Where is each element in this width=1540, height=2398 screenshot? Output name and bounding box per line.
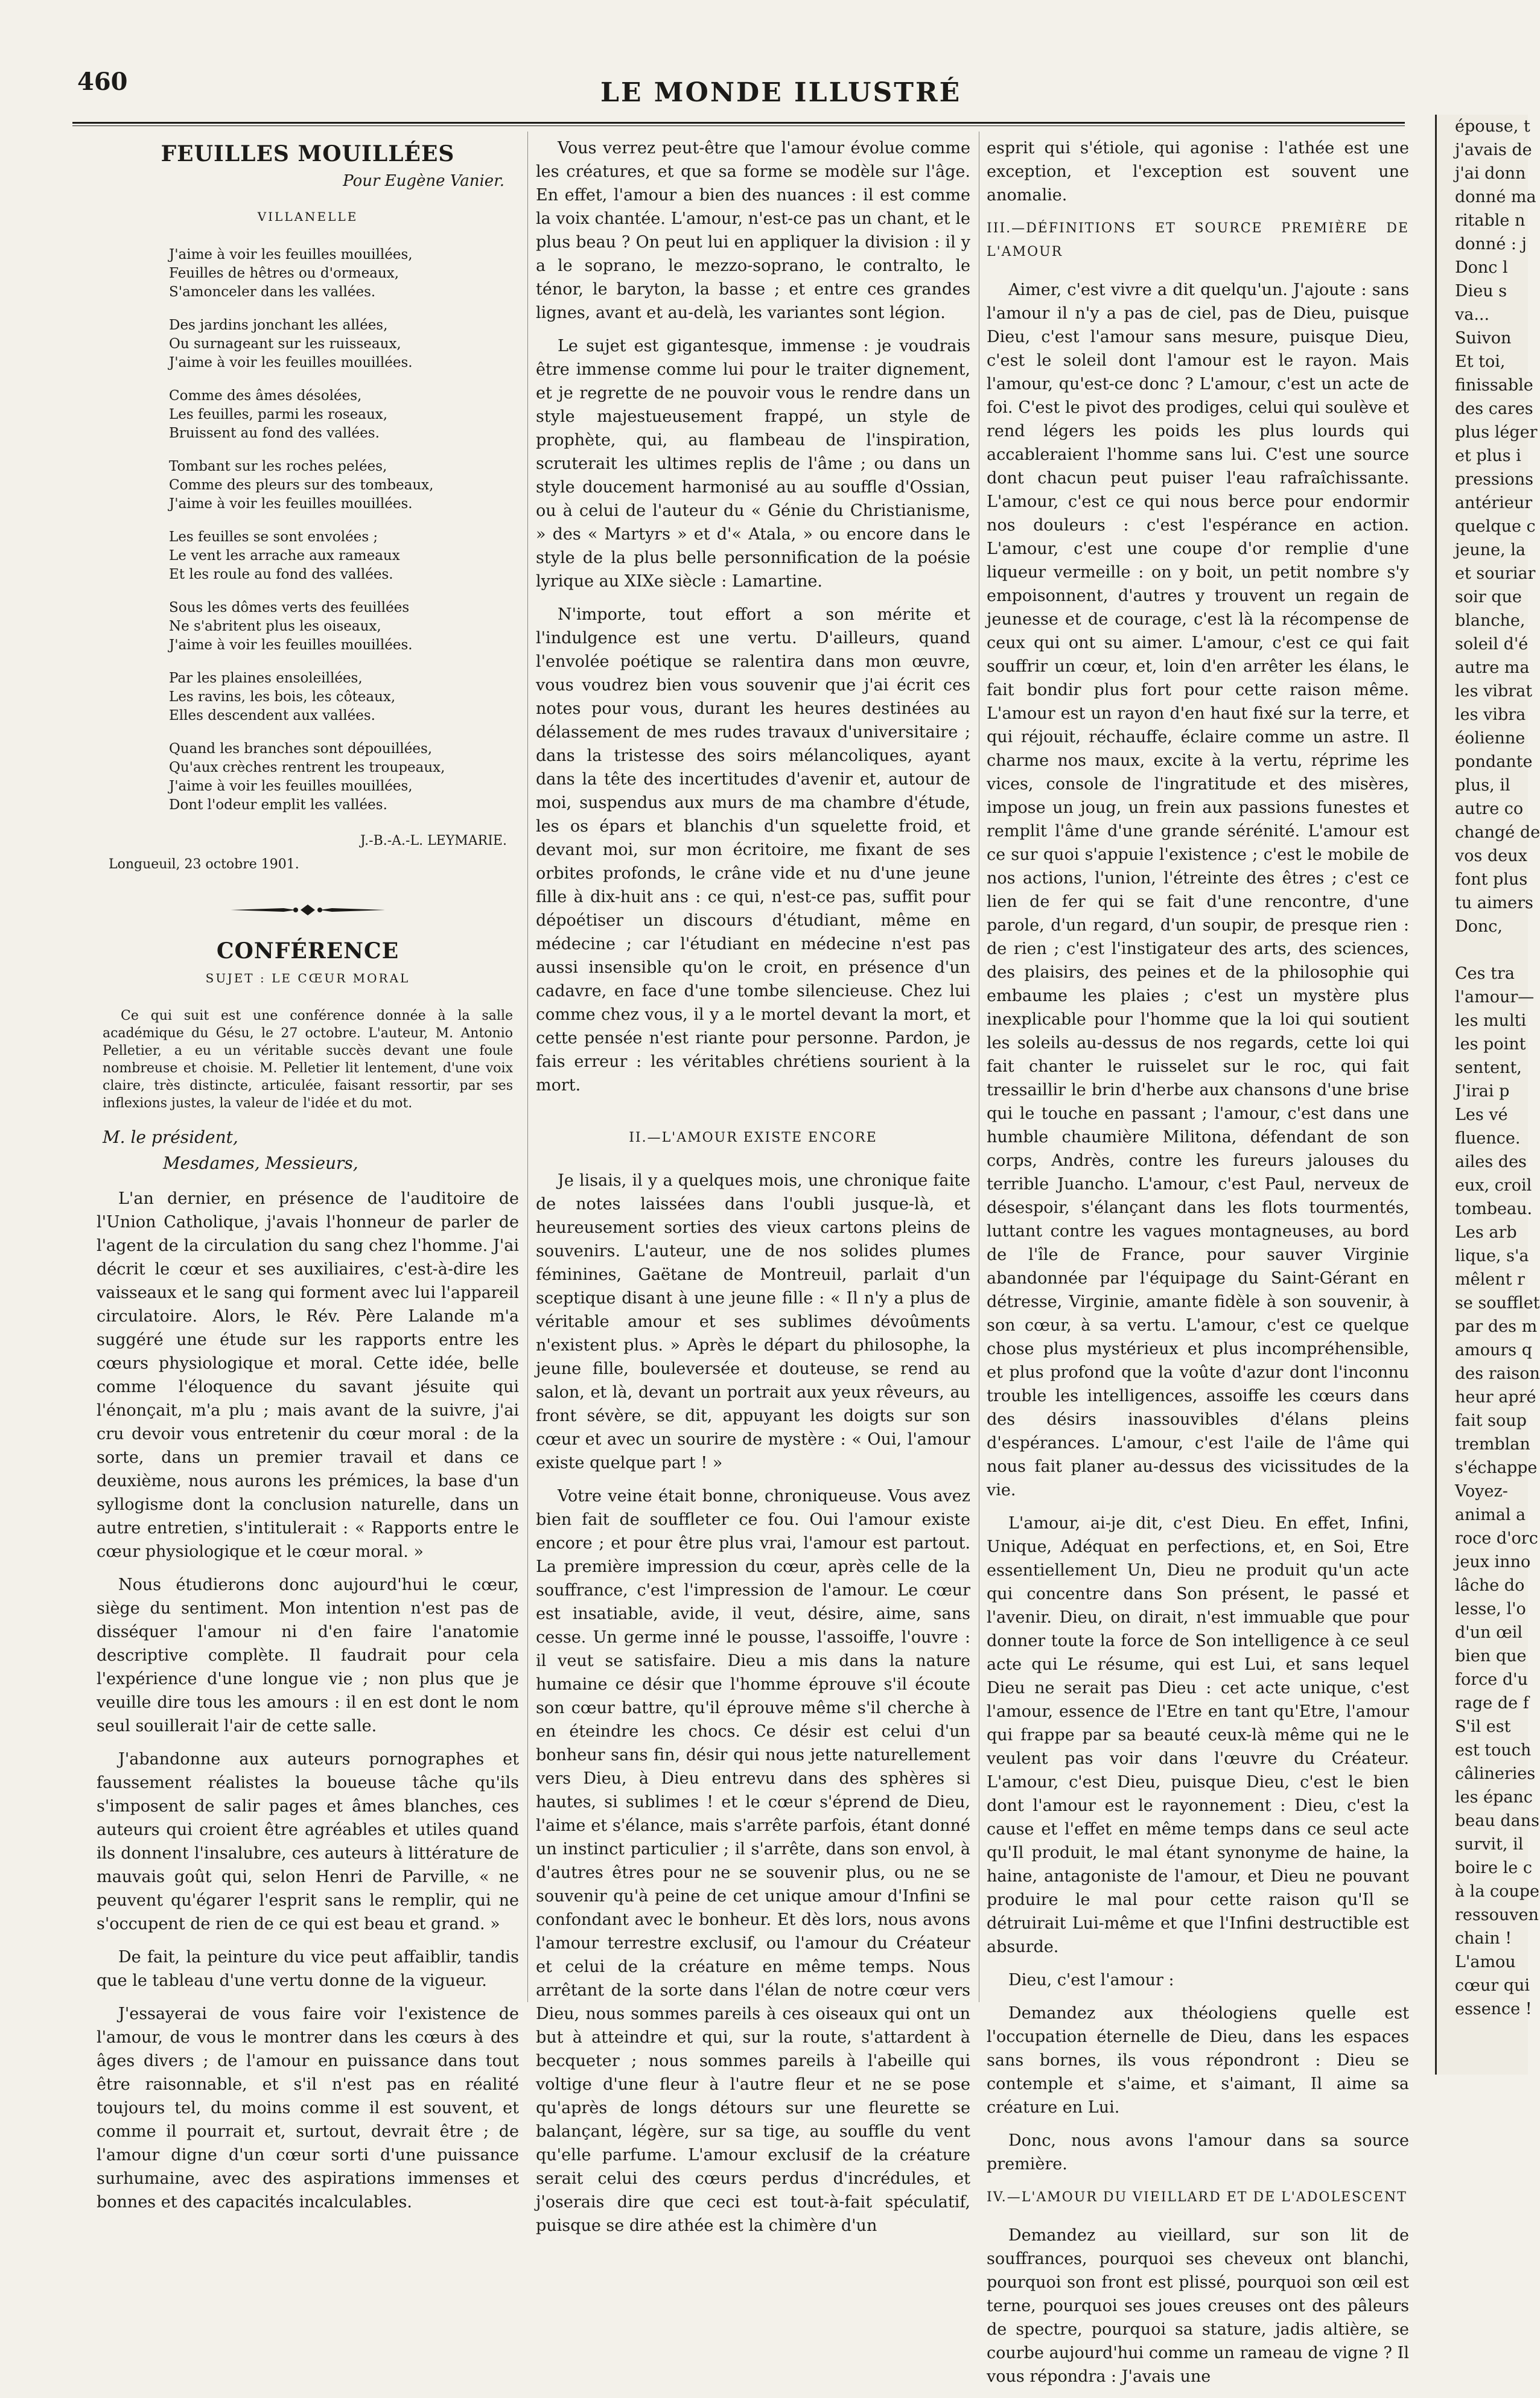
poem-line: Les feuilles se sont envolées ; xyxy=(169,529,378,545)
fragment-line: Voyez- xyxy=(1455,1482,1508,1501)
conference-intro: Ce qui suit est une conférence donnée à la salle académique du Gésu, le 27 octobre. L'auteur, M. Antonio Pelletier, a eu un véritable succès devant une foule nombreuse et choisie. M. Pelletier lit lentement, d'une voix claire, très distincte, articulée, faisant ressortir, par ses inflexions justes, la valeur de l'idée et du mot. xyxy=(103,1008,513,1111)
fragment-line: les épanc xyxy=(1455,1788,1533,1807)
fragment-line: les vibrat xyxy=(1455,682,1533,701)
poem-line: Par les plaines ensoleillées, xyxy=(169,670,363,686)
poem-line: Comme des pleurs sur des tombeaux, xyxy=(169,477,434,493)
fragment-line: beau dans xyxy=(1455,1811,1539,1830)
fragment-line: tu aimers xyxy=(1455,894,1533,912)
poem-line: Bruissent au fond des vallées. xyxy=(169,425,380,441)
poem-line: Et les roule au fond des vallées. xyxy=(169,567,393,582)
poem-line: J'aime à voir les feuilles mouillées, xyxy=(169,247,413,262)
fragment-line: Suivon xyxy=(1455,329,1512,348)
poem-stanza xyxy=(169,740,519,815)
fragment-line: force d'u xyxy=(1455,1670,1528,1689)
fragment-line: amours q xyxy=(1455,1341,1532,1360)
poem-line: Ou surnageant sur les ruisseaux, xyxy=(169,336,401,352)
paragraph: Le sujet est gigantesque, immense : je voudrais être immense comme lui pour le traiter dignement, et je regrette de ne pouvoir vous le rendre dans un style majestueusement frappé, un style de prophète, qui, au flambeau de l'inspiration, scruterait les ultimes replis de l'âme ; ou dans un style doucement harmonisé au au souffle d'Ossian, ou à celui de l'auteur du « Génie du Christianisme, » des « Martyrs » et d'« Atala, » ou encore dans le style de la plus belle personnification de la poésie lyrique au XIXe siècle : Lamartine. xyxy=(536,337,970,591)
header-rule xyxy=(72,122,1405,124)
fragment-line: jeux inno xyxy=(1455,1553,1531,1571)
poem-form: VILLANELLE xyxy=(257,209,358,224)
fragment-line: quelque c xyxy=(1455,517,1536,536)
fragment-line: plus léger xyxy=(1455,423,1538,442)
column-3-text-a xyxy=(987,278,1409,2176)
poem-dedication: Pour Eugène Vanier. xyxy=(343,172,504,190)
conference-title: CONFÉRENCE xyxy=(216,938,399,964)
facing-page-fragment xyxy=(1435,115,1540,2075)
fragment-line: fluence. xyxy=(1455,1129,1521,1148)
poem-line: Qu'aux crèches rentrent les troupeaux, xyxy=(169,760,445,775)
fragment-line: des raison xyxy=(1455,1364,1540,1383)
column-3-continuation: esprit qui s'étiole, qui agonise : l'athée est une exception, et l'exception est souvent une anomalie. xyxy=(987,139,1409,205)
fragment-line: va... xyxy=(1455,305,1490,324)
masthead: LE MONDE ILLUSTRÉ xyxy=(600,77,962,108)
section-2-heading: II.—L'AMOUR EXISTE ENCORE xyxy=(629,1130,877,1145)
poem-line: Les ravins, les bois, les côteaux, xyxy=(169,689,396,705)
column-2 xyxy=(536,136,970,2247)
fragment-line: Dieu s xyxy=(1455,282,1507,301)
fragment-line: éolienne xyxy=(1455,729,1526,748)
poem-title: FEUILLES MOUILLÉES xyxy=(161,141,455,167)
section-3-heading: III.—DÉFINITIONS ET SOURCE PREMIÈRE DE L'AMOUR xyxy=(987,221,1409,259)
poem-stanza xyxy=(169,599,519,655)
fragment-line: antérieur xyxy=(1455,494,1533,512)
column-3-text-b xyxy=(987,2224,1409,2388)
paragraph: L'amour, ai-je dit, c'est Dieu. En effet, Infini, Unique, Adéquat en perfections, et, en Soi, Etre essentiellement Un, Dieu ne produit qu'un acte qui concentre dans Son présent, le passé et l'avenir. Dieu, on dirait, n'est immuable que pour donner toute la force de Son intelligence à ce seul acte qui Le résume, qui est Lui, et sans lequel Dieu ne serait pas Dieu : cet acte unique, c'est l'amour, essence de l'Etre en tant qu'Etre, l'amour qui frappe par sa beauté ceux-là même qui ne le veulent pas voir dans l'œuvre du Créateur. L'amour, c'est Dieu, puisque Dieu, c'est le bien dont l'amour est le rayonnement : Dieu, c'est la cause et l'effet en même temps dans ce seul acte qu'Il produit, le mal étant synonyme de haine, la haine, antagoniste de l'amour, et Dieu ne pouvant produire le mal pour cette raison qu'Il se détruirait Lui-même et que l'Infini destructible est absurde. xyxy=(987,1514,1409,1956)
fragment-line: lique, s'a xyxy=(1455,1247,1529,1265)
fragment-line: donné : j xyxy=(1455,235,1527,253)
poem-place-date: Longueuil, 23 octobre 1901. xyxy=(109,857,299,872)
poem-stanza xyxy=(169,528,519,584)
fragment-line: pressions xyxy=(1455,470,1534,489)
poem-line: Quand les branches sont dépouillées, xyxy=(169,741,433,757)
poem-line: Sous les dômes verts des feuillées xyxy=(169,600,410,615)
fragment-line: animal a xyxy=(1455,1506,1526,1524)
fragment-line: bien que xyxy=(1455,1647,1527,1665)
fragment-line: à la coupe xyxy=(1455,1882,1540,1901)
fragment-line: soleil d'é xyxy=(1455,635,1529,654)
fragment-line: les multi xyxy=(1455,1011,1527,1030)
paragraph: Nous étudierons donc aujourd'hui le cœur, siège du sentiment. Mon intention n'est pas de disséquer l'amour ni d'en faire l'anatomie descriptive complète. Il faudrait pour cela l'expérience d'une longue vie ; non plus que je veuille dire tous les amours : il en est dont le nom seul souillerait l'air de cette salle. xyxy=(97,1576,519,1735)
fragment-line: j'ai donn xyxy=(1455,164,1526,183)
ornament-divider xyxy=(97,900,519,924)
poem-signature: J.-B.-A.-L. LEYMARIE. xyxy=(360,833,507,848)
salutation-audience: Mesdames, Messieurs, xyxy=(163,1153,358,1173)
poem-line: Ne s'abritent plus les oiseaux, xyxy=(169,619,381,634)
poem-stanza xyxy=(169,457,519,514)
fragment-line: ressouven xyxy=(1455,1906,1539,1924)
poem-body xyxy=(97,246,519,815)
paragraph: J'abandonne aux auteurs pornographes et faussement réalistes la boueuse tâche qu'ils s'imposent de salir pages et âmes blanches, ces auteurs qui croient être agréables et utiles quand ils donnent l'insalubre, ces auteurs à littérature de mauvais goût qui, selon Henri de Parville, « ne peuvent qu'égarer l'esprit sans le remplir, qui ne s'occupent de rien de ce qui est beau et grand. » xyxy=(97,1750,519,1933)
fragment-line: cœur qui xyxy=(1455,1976,1530,1995)
column-2-text-a xyxy=(536,136,970,1097)
fragment-line: S'il est xyxy=(1455,1717,1511,1736)
fragment-line: Donc l xyxy=(1455,258,1508,277)
column-1-text xyxy=(97,1187,519,2214)
poem-line: Tombant sur les roches pelées, xyxy=(169,459,387,474)
fragment-line: j'avais de xyxy=(1455,141,1532,159)
fragment-line: l'amour— xyxy=(1455,988,1535,1007)
fragment-line: sentent, xyxy=(1455,1058,1522,1077)
poem-line: Des jardins jonchant les allées, xyxy=(169,317,388,333)
poem-stanza xyxy=(169,246,519,302)
fragment-line: ritable n xyxy=(1455,211,1526,230)
fragment-line: essence ! xyxy=(1455,2000,1532,2018)
poem-line: J'aime à voir les feuilles mouillées. xyxy=(169,496,413,512)
fragment-line: et souriar xyxy=(1455,564,1536,583)
fragment-line: survit, il xyxy=(1455,1835,1524,1854)
fragment-line: lâche do xyxy=(1455,1576,1525,1595)
paragraph: J'essayerai de vous faire voir l'existence de l'amour, de vous le montrer dans les cœurs à des âges divers ; de l'amour en puissance dans tout être raisonnable, et s'il n'est pas en réalité toujours tel, du moins comme il est souvent, et comme il pourrait et, surtout, devrait être ; de l'amour digne d'un cœur sorti d'une puissance surhumaine, avec des aspirations immenses et bonnes et des capacités incalculables. xyxy=(97,2005,519,2212)
fragment-line: pondante xyxy=(1455,752,1533,771)
fragment-line: tombeau. xyxy=(1455,1200,1533,1218)
poem-line: Les feuilles, parmi les roseaux, xyxy=(169,407,388,422)
fragment-line: mêlent r xyxy=(1455,1270,1525,1289)
column-2-text-b xyxy=(536,1169,970,2237)
fragment-line: s'échappe xyxy=(1455,1458,1538,1477)
fragment-line: blanche, xyxy=(1455,611,1526,630)
fragment-line: font plus xyxy=(1455,870,1528,889)
fragment-line: Et toi, xyxy=(1455,352,1506,371)
fragment-line: roce d'orc xyxy=(1455,1529,1538,1548)
fragment-line: épouse, t xyxy=(1455,117,1530,136)
column-rule-1 xyxy=(527,132,528,2002)
fragment-line: et plus i xyxy=(1455,447,1521,465)
poem-line: J'aime à voir les feuilles mouillées. xyxy=(169,355,413,371)
fragment-line: Ces tra xyxy=(1455,964,1515,983)
paragraph: De fait, la peinture du vice peut affaiblir, tandis que le tableau d'une vertu donne de la vigueur. xyxy=(97,1948,519,1990)
page-number: 460 xyxy=(77,68,128,96)
fragment-line: est touch xyxy=(1455,1741,1532,1760)
fragment-line: changé de xyxy=(1455,823,1540,842)
fragment-line: finissable xyxy=(1455,376,1533,395)
paragraph: Vous verrez peut-être que l'amour évolue comme les créatures, et que sa forme se modèle sur l'âge. En effet, l'amour a bien des nuances : il est comme la voix chantée. L'amour, n'est-ce pas un chant, et le plus beau ? On peut lui en appliquer la division : il y a le soprano, le mezzo-soprano, le contralto, le ténor, le baryton, la basse ; et entre ces grandes lignes, avant et au-delà, les variantes sont légion. xyxy=(536,139,970,322)
fragment-line: plus, il xyxy=(1455,776,1510,795)
fragment-line: tremblan xyxy=(1455,1435,1530,1454)
poem-stanza xyxy=(169,316,519,372)
poem-stanza xyxy=(169,669,519,725)
poem-line: Elles descendent aux vallées. xyxy=(169,708,375,724)
fragment-line: des cares xyxy=(1455,399,1533,418)
fragment-line: jeune, la xyxy=(1455,541,1526,559)
fragment-line: les vibra xyxy=(1455,705,1526,724)
paragraph: N'importe, tout effort a son mérite et l'indulgence est une vertu. D'ailleurs, quand l'envolée poétique se ralentira dans mon œuvre, vous voudrez bien vous souvenir que j'ai écrit ces notes pour vous, durant les heures destinées au délassement de mes rudes travaux d'universitaire ; dans la tristesse des soirs mélancoliques, ayant dans la tête des incertitudes d'avenir et, autour de moi, suspendus aux murs de ma chambre d'étude, les os épars et blanchis d'un squelette froid, et devant moi, sur mon écritoire, me fixant de ses orbites profonds, le crâne vide et nu d'une jeune fille à dix-huit ans : ce qui, n'est-ce pas, suffit pour dépoétiser un discours d'étudiant, même en médecine ; car l'étudiant en médecine n'est pas aussi insensible qu'on le croit, en présence d'un cadavre, en face d'une tombe silencieuse. Chez lui comme chez vous, il y a le mortel devant la mort, et cette pensée n'est riante pour personne. Pardon, je fais erreur : les véritables chrétiens sourient à la mort. xyxy=(536,605,970,1095)
poem-line: S'amonceler dans les vallées. xyxy=(169,284,376,300)
fragment-line: câlineries xyxy=(1455,1764,1536,1783)
poem-line: J'aime à voir les feuilles mouillées. xyxy=(169,637,413,653)
poem-line: Feuilles de hêtres ou d'ormeaux, xyxy=(169,266,399,281)
fragment-line: vos deux xyxy=(1455,847,1527,865)
poem-line: Le vent les arrache aux rameaux xyxy=(169,548,400,564)
fragment-line: par des m xyxy=(1455,1317,1538,1336)
fragment-line: Les vé xyxy=(1455,1105,1508,1124)
fragment-line: J'irai p xyxy=(1455,1082,1510,1101)
paragraph: L'an dernier, en présence de l'auditoire de l'Union Catholique, j'avais l'honneur de parler de l'agent de la circulation du sang chez l'homme. J'ai décrit le cœur et ses auxiliaires, c'est-à-dire les vaisseaux et le sang qui forment avec lui l'appareil circulatoire. Alors, le Rév. Père Lalande m'a suggéré une étude sur les rapports entre les cœurs physiologique et moral. Cette idée, belle comme l'éloquence du savant jésuite qui l'énonçait, m'a plu ; mais avant de la suivre, j'ai cru devoir vous entretenir du cœur moral : de la sorte, dans un premier travail et dans ce deuxième, nous aurons les prémices, la base d'un syllogisme dont la conclusion naturelle, dans un autre entretien, s'intitulerait : « Rapports entre le cœur physiologique et le cœur moral. » xyxy=(97,1189,519,1561)
poem-stanza xyxy=(169,387,519,443)
column-1 xyxy=(97,136,519,2224)
fragment-line: autre ma xyxy=(1455,658,1530,677)
fragment-line: eux, croil xyxy=(1455,1176,1532,1195)
paragraph: Demandez aux théologiens quelle est l'occupation éternelle de Dieu, dans les espaces sans bornes, ils vous répondront : Dieu se contemple et s'aime, et s'aimant, Il aime sa créature en Lui. xyxy=(987,2004,1409,2117)
fragment-line: les point xyxy=(1455,1035,1526,1054)
fragment-line: heur apré xyxy=(1455,1388,1536,1407)
fragment-line: donné ma xyxy=(1455,188,1536,206)
fragment-line: boire le c xyxy=(1455,1859,1532,1877)
column-3 xyxy=(987,136,1409,2398)
fragment-line xyxy=(1437,938,1528,962)
paragraph: Aimer, c'est vivre a dit quelqu'un. J'ajoute : sans l'amour il n'y a pas de ciel, pas de Dieu, puisque Dieu, c'est l'amour sans mesure, puisque Dieu, c'est le soleil dont l'amour est le rayon. Mais l'amour, qu'est-ce donc ? L'amour, c'est un acte de foi. C'est le pivot des prodiges, celui qui soulève et rend légers les poids les plus lourds qui accableraient l'homme sans lui. C'est une source dont chacun peut puiser l'eau rafraîchissante. L'amour, c'est ce qui nous berce pour endormir nos douleurs : c'est l'espérance en action. L'amour, c'est une coupe d'or remplie d'une liqueur vermeille : on y boit, un petit nombre s'y empoisonnent, d'autres y trouvent un regain de jeunesse et de courage, c'est là la récompense de ceux qui ont su aimer. L'amour, c'est ce qui fait souffrir un cœur, et, loin d'en arrêter les élans, le fait bondir plus fort pour cette raison même. L'amour est un rayon d'en haut fixé sur la terre, et qui réjouit, réchauffe, éclaire comme un astre. Il charme nos maux, excite à la vertu, réprime les vices, console de l'ingratitude et des misères, impose un joug, un frein aux passions funestes et remplit l'âme d'une grande sérénité. L'amour est ce sur quoi s'appuie l'existence ; c'est le mobile de nos actions, l'union, l'étreinte des êtres ; c'est ce lien de fer qui se fait d'une rencontre, d'une parole, d'un regard, d'un soupir, de presque rien : de rien ; c'est l'instigateur des arts, des sciences, des plaisirs, des peines et de la philosophie qui embaume les plaies ; c'est un mystère plus inexplicable pour l'homme que la loi qui soutient les soleils au-dessus de nos regards, cette loi qui fait chanter le ruisselet sur le roc, qui fait tressaillir le brin d'herbe aux chansons d'une brise qui le touche en passant ; l'amour, c'est dans une humble chaumière Militona, défendant de son corps, Andrès, contre les fureurs jalouses du terrible Juancho. L'amour, c'est Paul, nerveux de désespoir, s'élançant dans les flots tourmentés, luttant contre les vagues montagneuses, au bord de l'île de France, pour sauver Virginie abandonnée par l'équipage du Saint-Gérant en détresse, Virginie, amante fidèle à son souvenir, à son cœur, à sa vertu. L'amour, c'est ce quelque chose plus mystérieux et plus incompréhensible, et plus profond que la voûte d'azur dont l'inconnu trouble les intelligences, assoiffe les cœurs dans des désirs inassouvibles d'élans pleins d'espérances. L'amour, c'est l'aile de l'âme qui nous fait planer au-dessus des vicissitudes de la vie. xyxy=(987,281,1409,1500)
paragraph: Dieu, c'est l'amour : xyxy=(1008,1971,1174,1989)
fragment-line: lesse, l'o xyxy=(1455,1600,1526,1618)
fragment-line: ailes des xyxy=(1455,1153,1527,1171)
fragment-line: Donc, xyxy=(1455,917,1503,936)
paragraph: Demandez au vieillard, sur son lit de souffrances, pourquoi ses cheveux ont blanchi, pourquoi son front est plissé, pourquoi son œil est terne, pourquoi ses joues creuses ont des pâleurs de spectre, pourquoi sa stature, jadis altière, se courbe aujourd'hui comme un rameau de vigne ? Il vous répondra : J'avais une xyxy=(987,2226,1409,2386)
fragment-line: soir que xyxy=(1455,588,1522,606)
fragment-line: fait soup xyxy=(1455,1411,1527,1430)
ornament-icon xyxy=(229,903,386,917)
salutation-president: M. le président, xyxy=(103,1127,238,1147)
fragment-line: chain ! xyxy=(1455,1929,1512,1948)
section-4-heading: IV.—L'AMOUR DU VIEILLARD ET DE L'ADOLESCENT xyxy=(987,2190,1407,2205)
conference-subject: SUJET : LE CŒUR MORAL xyxy=(205,971,410,985)
fragment-line: L'amou xyxy=(1455,1953,1516,1971)
fragment-line: d'un œil xyxy=(1455,1623,1523,1642)
poem-line: Dont l'odeur emplit les vallées. xyxy=(169,797,387,813)
paragraph: Votre veine était bonne, chroniqueuse. Vous avez bien fait de souffleter ce fou. Oui l'amour existe encore ; et pour être plus vrai, l'amour est partout. La première impression du cœur, après celle de la souffrance, c'est l'impression de l'amour. Le cœur est insatiable, avide, il veut, désire, aime, sans cesse. Un germe inné le pousse, l'assoiffe, l'ouvre : il veut se satisfaire. Dieu a mis dans la nature humaine ce désir que l'homme éprouve s'il écoute son cœur battre, qu'il éprouve même s'il cherche à en éteindre les chocs. Ce désir est celui d'un bonheur sans fin, désir qui nous jette naturellement vers Dieu, à Dieu entrevu dans des sphères si hautes, si sublimes ! et le cœur s'éprend de Dieu, l'aime et s'élance, mais s'arrête parfois, étant donné un instinct particulier ; il s'arrête, dans son envol, à d'autres êtres pour ne se souvenir plus, ou ne se souvenir qu'à peine de cet unique amour d'Infini se confondant avec le bonheur. Et dès lors, nous avons l'amour terrestre exclusif, ou l'amour du Créateur et celui de la créature en même temps. Nous arrêtant de la sorte dans l'élan de notre cœur vers Dieu, nous sommes pareils à ces oiseaux qui ont un but à atteindre et qui, sur la route, s'attardent à becqueter ; nous sommes pareils à l'abeille qui voltige d'une fleur à l'autre fleur et ne se pose qu'après de longs détours sur une fleurette se balançant, légère, sur sa tige, au souffle du vent qu'elle parfume. L'amour exclusif de la créature serait celui des cœurs perdus d'incrédules, et j'oserais dire que ceci est tout-à-fait spéculatif, puisque se dire athée est la chimère d'un xyxy=(536,1487,970,2235)
fragment-line: rage de f xyxy=(1455,1694,1529,1713)
fragment-line: se soufflet xyxy=(1455,1294,1540,1312)
poem-line: Comme des âmes désolées, xyxy=(169,388,362,404)
fragment-line: autre co xyxy=(1455,800,1524,818)
fragment-line: Les arb xyxy=(1455,1223,1517,1242)
poem-line: J'aime à voir les feuilles mouillées, xyxy=(169,778,413,794)
paragraph: Donc, nous avons l'amour dans sa source première. xyxy=(987,2131,1409,2174)
paragraph: Je lisais, il y a quelques mois, une chronique faite de notes laissées dans l'oubli jusque-là, et heureusement sorties des vieux cartons pleins de souvenirs. L'auteur, une de nos solides plumes féminines, Gaëtane de Montreuil, parlait d'un sceptique disant à une jeune fille : « Il n'y a plus de véritable amour et ses sublimes dévoûments n'existent plus. » Après le départ du philosophe, la jeune fille, bouleversée et douteuse, se rend au salon, et là, devant un portrait aux yeux rêveurs, au front sévère, se dit, appuyant les doigts sur son cœur et avec un sourire de mystère : « Oui, l'amour existe quelque part ! » xyxy=(536,1171,970,1472)
